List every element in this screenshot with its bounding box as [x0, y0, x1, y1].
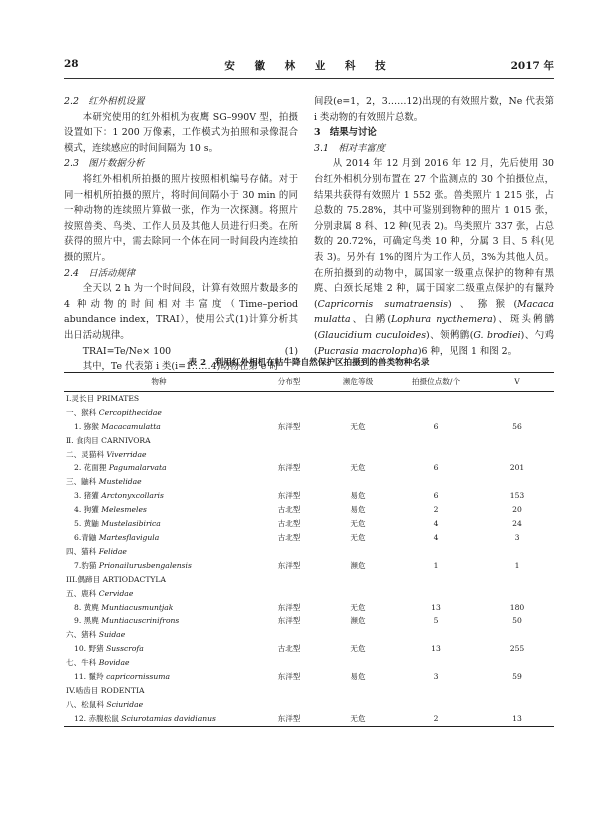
- species-name: 四、猫科: [66, 546, 99, 556]
- species-cell: [64, 587, 254, 601]
- col-header-status: 濒危等级: [324, 373, 392, 392]
- cell-dist: [254, 391, 324, 405]
- cell-status: [324, 684, 392, 698]
- continued-paragraph: 间段(e=1，2，3……12)出现的有效照片数，Ne 代表第 i 类动物的有效照片总数。: [314, 96, 554, 123]
- cell-status: [324, 698, 392, 712]
- species-name: 7.豹猫: [74, 560, 99, 570]
- cell-sites: [392, 587, 480, 601]
- table-row: [64, 503, 554, 517]
- cell-dist: 东洋型: [254, 712, 324, 726]
- cell-sites: 6: [433, 491, 439, 501]
- species-latin: capricornissuma: [106, 672, 170, 682]
- right-column: [314, 94, 554, 359]
- table-group-row: [64, 475, 554, 489]
- cell-sites: [392, 573, 480, 587]
- species-latin: Bovidae: [98, 658, 130, 668]
- p1-latin-1: Capricornis sumatraensis: [317, 298, 448, 310]
- cell-status: 无危: [350, 602, 366, 612]
- cell-sites: 2: [392, 712, 480, 726]
- species-cell: [64, 545, 254, 559]
- species-name: 4. 狗獾: [74, 505, 102, 515]
- species-cell: [64, 656, 254, 670]
- section-2-2-title: 2.2 红外相机设置: [64, 96, 145, 107]
- species-name: 2. 花面狸: [74, 463, 109, 473]
- cell-v: [480, 406, 554, 420]
- species-latin: Melesmeles: [101, 505, 147, 515]
- species-cell: [64, 573, 254, 587]
- cell-status: 濒危: [350, 560, 366, 570]
- cell-dist: [254, 434, 324, 448]
- species-name: 9. 黑麂: [74, 616, 102, 626]
- cell-dist: [254, 406, 324, 420]
- table-row: [64, 670, 554, 684]
- p1-latin-5: G. brodiei: [473, 329, 521, 341]
- p1-text-7: )6 种，见图 1 和图 2。: [417, 345, 517, 357]
- p1-text-6: )、勺鸡(: [314, 329, 554, 357]
- species-cell: [64, 684, 254, 698]
- section-2-3-paragraph: 将红外相机所拍摄的照片按照相机编号存储。对于同一相机所拍摄的照片，将时间间隔小于 30 min 的同一种动物的连续照片算做一张，作为一次探测。将照片按照兽类、鸟类、工作人员及其他人员进行归类。在所获得的照片中，需去除同一个体在同一时间段内连续拍摄的照片。: [64, 173, 298, 263]
- species-cell: [64, 698, 254, 712]
- species-latin: Susscrofa: [106, 644, 144, 654]
- species-name: 5. 黄鼬: [74, 519, 102, 529]
- species-table: [64, 372, 554, 727]
- cell-sites: 3: [433, 672, 439, 682]
- species-name: 二、灵猫科: [66, 449, 107, 459]
- p1-latin-2: Macaca mulatta: [314, 298, 554, 326]
- species-latin: Mustelasibirica: [101, 519, 161, 529]
- cell-status: [324, 587, 392, 601]
- cell-sites: 4: [433, 532, 439, 542]
- cell-dist: [254, 656, 324, 670]
- p1-text-4: )、斑头鸺鹠(: [314, 314, 554, 341]
- cell-status: [324, 448, 392, 462]
- cell-sites: [392, 698, 480, 712]
- species-latin: Cervidae: [98, 588, 134, 598]
- section-3-title: 3 结果与讨论: [314, 127, 377, 139]
- species-cell: [64, 420, 254, 434]
- page-number: 28: [64, 58, 79, 70]
- species-cell: [64, 670, 254, 684]
- col-header-sites: 拍摄位点数/个: [392, 373, 480, 392]
- species-latin: Felidae: [98, 546, 127, 556]
- table-group-row: [64, 545, 554, 559]
- table-group-row: [64, 698, 554, 712]
- table-row: [64, 601, 554, 615]
- cell-dist: [254, 628, 324, 642]
- table-row: [64, 461, 554, 475]
- cell-status: 无危: [324, 712, 392, 726]
- species-name: IV.啮齿目 RODENTIA: [66, 685, 145, 695]
- cell-dist: [254, 573, 324, 587]
- cell-v: [480, 434, 554, 448]
- species-name: 8. 黄麂: [74, 602, 102, 612]
- cell-v: 13: [480, 712, 554, 726]
- species-name: 七、牛科: [66, 658, 99, 668]
- cell-dist: 古北型: [277, 644, 301, 654]
- species-latin: Prionailurusbengalensis: [98, 560, 192, 570]
- species-cell: [64, 503, 254, 517]
- table-row: [64, 712, 554, 726]
- cell-sites: 5: [433, 616, 439, 626]
- cell-v: [480, 475, 554, 489]
- table-group-row: [64, 391, 554, 405]
- section-2-2-paragraph: 本研究使用的红外相机为夜鹰 SG–990V 型，拍摄设置如下：1 200 万像素，工作模式为拍照和录像混合模式，连续感应的时间间隔为 10 s。: [64, 111, 298, 154]
- table-group-row: [64, 587, 554, 601]
- cell-sites: 13: [431, 644, 441, 654]
- cell-v: 59: [512, 672, 522, 682]
- species-name: 11. 鬣羚: [74, 672, 107, 682]
- cell-dist: 古北型: [277, 532, 301, 542]
- cell-dist: 东洋型: [277, 672, 301, 682]
- table-row: [64, 420, 554, 434]
- table-group-row: [64, 434, 554, 448]
- cell-sites: 6: [433, 463, 439, 473]
- formula-explanation: 其中，Te 代表第 i 类(i=1……4)动物在第 e 时: [82, 361, 279, 373]
- cell-v: [480, 684, 554, 698]
- species-name: 六、猪科: [66, 630, 99, 640]
- species-latin: Sciurotamias davidianus: [121, 713, 216, 723]
- journal-year: 2017 年: [510, 60, 554, 72]
- p1-text: 从 2014 年 12 月到 2016 年 12 月，先后使用 30 台红外相机分别布置在 27 个监测点的 30 个拍摄位点，结果共获得有效照片 1 552 张。兽类照片 1 215 张，占总数的 75.28%，其中可鉴别到物种的照片 1 015 张，分别隶属 8 科、12 种(见表 2)。鸟类照片 337 张，占总数的 20.72%，可确定鸟类 10 种，分属 3 目、5 科(见表 3)。另外有 1%的图片为工作人员，3%为其他人员。在所拍摄到的动物中，属国家一级重点保护的物种有黑麂、白颈长尾雉 2 种，属于国家二级重点保护的有鬣羚(: [314, 158, 554, 310]
- species-name: III.偶蹄目 ARTIODACTYLA: [66, 574, 166, 584]
- species-cell: [64, 614, 254, 628]
- cell-status: 无危: [350, 463, 366, 473]
- table-group-row: [64, 684, 554, 698]
- cell-status: 濒危: [350, 616, 366, 626]
- section-3-1-title: 3.1 相对丰富度: [314, 142, 386, 154]
- species-cell: [64, 391, 254, 405]
- cell-v: [480, 545, 554, 559]
- cell-dist: 东洋型: [277, 616, 301, 626]
- cell-v: [480, 628, 554, 642]
- cell-v: 20: [512, 505, 522, 515]
- cell-status: 无危: [350, 644, 366, 654]
- cell-status: [324, 475, 392, 489]
- table-group-row: [64, 628, 554, 642]
- species-name: 五、鹿科: [66, 588, 99, 598]
- cell-v: 1: [514, 560, 520, 570]
- cell-dist: [254, 684, 324, 698]
- cell-sites: 6: [433, 421, 439, 431]
- species-name: 12. 赤腹松鼠: [74, 713, 122, 723]
- cell-status: 易危: [350, 491, 366, 501]
- table-row: [64, 489, 554, 503]
- species-cell: [64, 559, 254, 573]
- species-cell: [64, 531, 254, 545]
- cell-status: 易危: [350, 505, 366, 515]
- table-body: [64, 391, 554, 726]
- table-group-row: [64, 448, 554, 462]
- cell-v: [480, 448, 554, 462]
- table-row: [64, 559, 554, 573]
- section-2-4-title: 2.4 日活动规律: [64, 267, 136, 279]
- section-2-4-paragraph: 全天以 2 h 为一个时间段，计算有效照片数最多的 4 种动物的时间相对丰富度（Time–period abundance index，TRAI），使用公式(1)计算分析其出日活动规律。: [64, 283, 298, 341]
- species-cell: [64, 517, 254, 531]
- cell-sites: [392, 545, 480, 559]
- cell-v: 24: [512, 519, 522, 529]
- cell-sites: 13: [431, 602, 441, 612]
- page-header: [64, 58, 554, 74]
- cell-sites: [392, 475, 480, 489]
- cell-dist: 古北型: [277, 519, 301, 529]
- species-name: 3. 猪獾: [74, 491, 102, 501]
- cell-sites: [392, 406, 480, 420]
- cell-sites: [392, 656, 480, 670]
- cell-v: 201: [509, 463, 525, 473]
- section-3-1-paragraph: [314, 156, 554, 359]
- col-header-distribution: 分布型: [254, 373, 324, 392]
- journal-name: 安 徽 林 业 科 技: [224, 60, 394, 72]
- cell-dist: [254, 448, 324, 462]
- col-header-species: 物种: [64, 373, 254, 392]
- cell-status: 无危: [350, 532, 366, 542]
- col-header-v: V: [480, 373, 554, 392]
- p1-text-5: )、领鸺鹠(: [426, 329, 474, 341]
- cell-dist: 东洋型: [277, 560, 301, 570]
- species-latin: Muntiacuscrinifrons: [101, 616, 180, 626]
- cell-v: [480, 573, 554, 587]
- formula-text: TRAI=Te/Ne× 100: [82, 345, 172, 357]
- p1-latin-4: Glaucidium cuculoides: [317, 329, 427, 341]
- header-rule: [64, 78, 554, 79]
- cell-status: [324, 391, 392, 405]
- cell-sites: 2: [433, 505, 439, 515]
- section-2-3-title: 2.3 图片数据分析: [64, 158, 145, 170]
- species-latin: Muntiacusmuntjak: [101, 602, 174, 612]
- cell-sites: 4: [433, 519, 439, 529]
- cell-dist: 东洋型: [277, 491, 301, 501]
- species-name: 三、鼬科: [66, 477, 99, 487]
- species-cell: [64, 406, 254, 420]
- species-latin: Cercopithecidae: [98, 407, 162, 417]
- cell-v: 180: [509, 602, 525, 612]
- cell-v: 50: [512, 616, 522, 626]
- species-latin: Viverridae: [106, 449, 147, 459]
- cell-dist: [254, 698, 324, 712]
- cell-status: 无危: [350, 421, 366, 431]
- p1-text-3: 、白鹇(: [350, 314, 392, 326]
- cell-status: [324, 406, 392, 420]
- left-column: [64, 94, 298, 375]
- species-cell: [64, 461, 254, 475]
- table-header-row: [64, 373, 554, 392]
- cell-v: [480, 391, 554, 405]
- cell-v: [480, 698, 554, 712]
- cell-status: [324, 656, 392, 670]
- cell-sites: [392, 448, 480, 462]
- species-cell: [64, 712, 254, 726]
- species-name: 1. 猕猴: [74, 421, 102, 431]
- species-latin: Suidae: [98, 630, 126, 640]
- cell-v: [480, 656, 554, 670]
- cell-dist: 古北型: [277, 505, 301, 515]
- table-group-row: [64, 573, 554, 587]
- species-latin: Mustelidae: [98, 477, 142, 487]
- species-cell: [64, 434, 254, 448]
- cell-dist: [254, 545, 324, 559]
- p1-text-2: )、猕猴(: [447, 298, 518, 310]
- cell-v: [480, 587, 554, 601]
- cell-sites: [392, 434, 480, 448]
- cell-status: 易危: [350, 672, 366, 682]
- species-cell: [64, 628, 254, 642]
- species-name: 6.青鼬: [74, 532, 99, 542]
- table-group-row: [64, 406, 554, 420]
- table-row: [64, 614, 554, 628]
- cell-sites: 1: [433, 560, 439, 570]
- cell-v: 255: [509, 644, 525, 654]
- species-cell: [64, 475, 254, 489]
- formula-number: (1): [284, 345, 298, 357]
- species-latin: Martesflavigula: [98, 532, 160, 542]
- cell-dist: 东洋型: [277, 463, 301, 473]
- p1-latin-6: Pucrasia macrolopha: [317, 345, 418, 357]
- cell-sites: [392, 628, 480, 642]
- table-row: [64, 517, 554, 531]
- cell-dist: [254, 587, 324, 601]
- species-name: 一、猴科: [66, 407, 99, 417]
- cell-v: 153: [509, 491, 525, 501]
- species-cell: [64, 601, 254, 615]
- species-name: 八、松鼠科: [66, 699, 107, 709]
- cell-dist: 东洋型: [277, 421, 301, 431]
- table-caption: 表 2 利用红外相机在牯牛降自然保护区拍摄到的兽类物种名录: [188, 358, 430, 368]
- cell-dist: [254, 475, 324, 489]
- species-cell: [64, 448, 254, 462]
- species-latin: Arctonyxcollaris: [101, 491, 164, 501]
- species-cell: [64, 642, 254, 656]
- cell-status: [324, 573, 392, 587]
- table-group-row: [64, 656, 554, 670]
- cell-v: 56: [512, 421, 522, 431]
- species-latin: Macacamulatta: [101, 421, 161, 431]
- species-name: 10. 野猪: [74, 644, 107, 654]
- species-latin: Pagumalarvata: [108, 463, 167, 473]
- cell-status: [324, 628, 392, 642]
- cell-status: [324, 434, 392, 448]
- species-cell: [64, 489, 254, 503]
- cell-status: 无危: [350, 519, 366, 529]
- cell-sites: [392, 684, 480, 698]
- cell-dist: 东洋型: [277, 602, 301, 612]
- cell-v: 3: [514, 532, 520, 542]
- species-name: I.灵长目 PRIMATES: [66, 393, 140, 403]
- species-name: Ⅱ. 食肉目 CARNIVORA: [66, 435, 151, 445]
- cell-sites: [392, 391, 480, 405]
- table-row: [64, 531, 554, 545]
- species-latin: Sciuridae: [106, 699, 144, 709]
- table-row: [64, 642, 554, 656]
- cell-status: [324, 545, 392, 559]
- p1-latin-3: Lophura nycthemera: [391, 314, 493, 326]
